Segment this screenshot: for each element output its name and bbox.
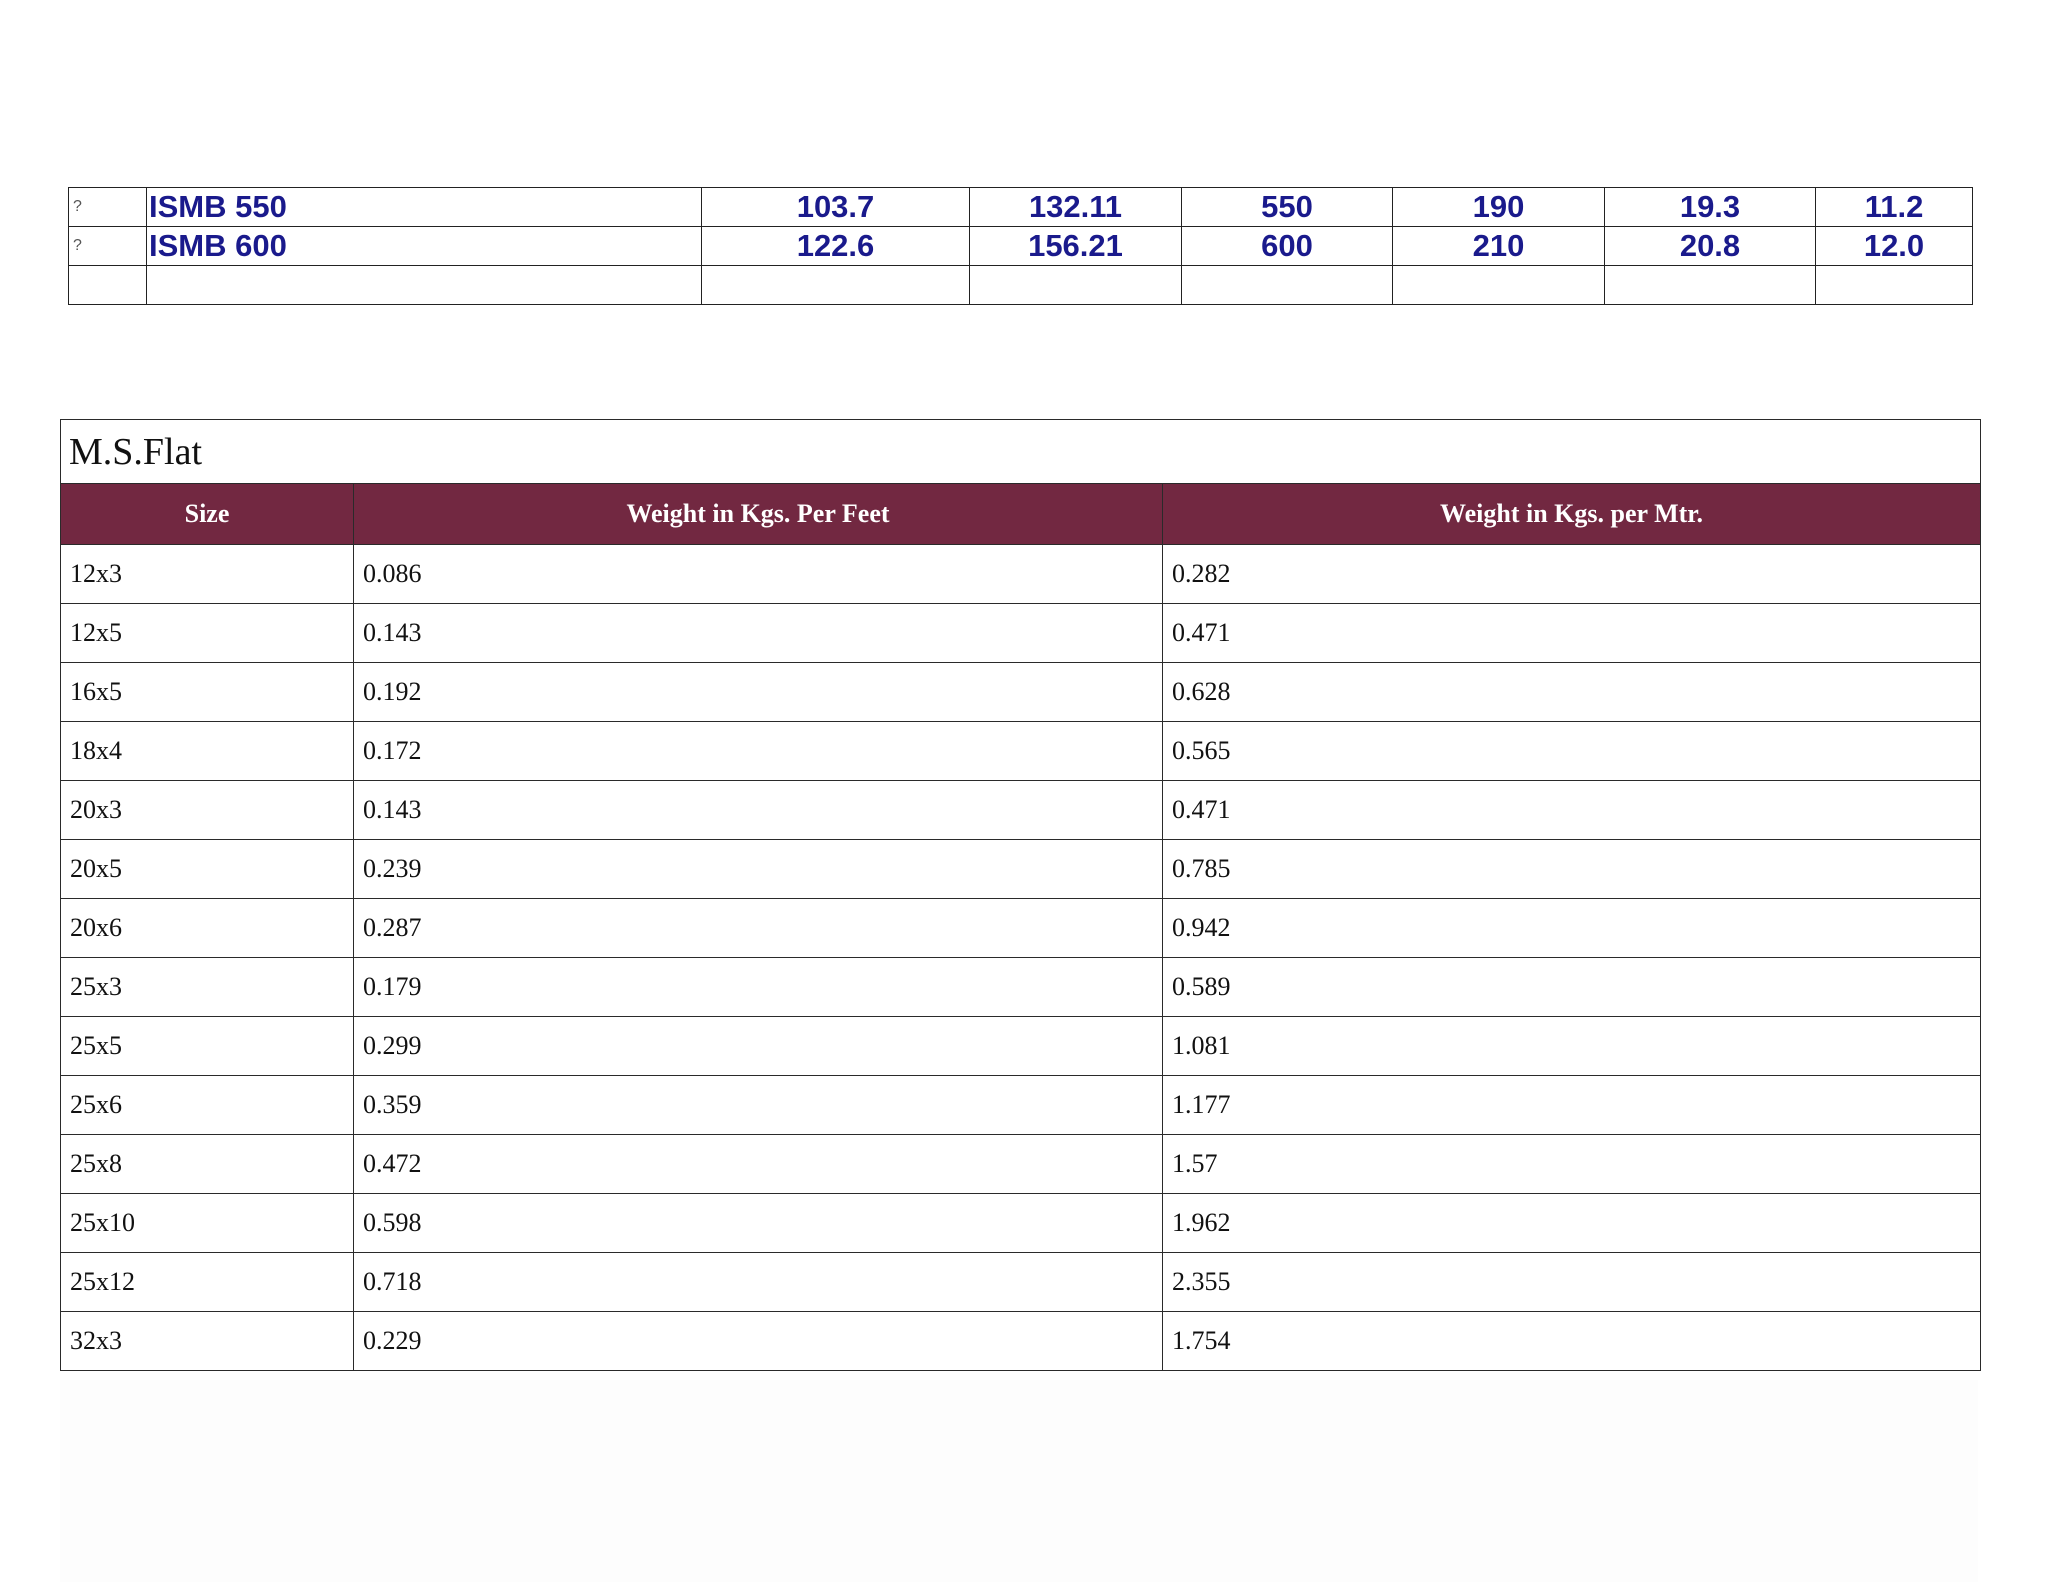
value-cell: 190 <box>1393 188 1605 227</box>
weight-per-feet-cell: 0.287 <box>354 899 1163 958</box>
size-cell: 16x5 <box>61 663 354 722</box>
weight-per-mtr-cell: 0.282 <box>1163 545 1981 604</box>
weight-per-feet-cell: 0.598 <box>354 1194 1163 1253</box>
value-cell: 550 <box>1182 188 1393 227</box>
weight-per-feet-cell: 0.172 <box>354 722 1163 781</box>
weight-per-feet-cell: 0.143 <box>354 604 1163 663</box>
weight-per-feet-cell: 0.229 <box>354 1312 1163 1371</box>
empty-cell <box>970 266 1182 305</box>
weight-per-feet-cell: 0.359 <box>354 1076 1163 1135</box>
weight-per-mtr-cell: 2.355 <box>1163 1253 1981 1312</box>
weight-per-feet-cell: 0.718 <box>354 1253 1163 1312</box>
table-body <box>61 545 1981 1371</box>
size-cell: 25x5 <box>61 1017 354 1076</box>
column-header-size: Size <box>61 484 354 545</box>
table-row <box>61 663 1981 722</box>
table-row <box>61 1253 1981 1312</box>
table-row-empty <box>69 266 1973 305</box>
size-cell: 32x3 <box>61 1312 354 1371</box>
row-marker: ? <box>69 227 147 266</box>
size-cell: 25x8 <box>61 1135 354 1194</box>
value-cell: 132.11 <box>970 188 1182 227</box>
weight-per-mtr-cell: 1.081 <box>1163 1017 1981 1076</box>
page-shade <box>60 1380 1978 1582</box>
table-row <box>61 958 1981 1017</box>
table-row <box>69 227 1973 266</box>
table-row <box>61 781 1981 840</box>
size-cell: 18x4 <box>61 722 354 781</box>
value-cell: 103.7 <box>702 188 970 227</box>
size-cell: 25x3 <box>61 958 354 1017</box>
value-cell: 19.3 <box>1605 188 1816 227</box>
size-cell: 25x12 <box>61 1253 354 1312</box>
ismb-table <box>68 187 1973 305</box>
weight-per-mtr-cell: 1.57 <box>1163 1135 1981 1194</box>
value-cell: 20.8 <box>1605 227 1816 266</box>
value-cell: 156.21 <box>970 227 1182 266</box>
empty-cell <box>1605 266 1816 305</box>
title-row <box>61 420 1981 484</box>
section-name: ISMB 600 <box>147 227 702 266</box>
column-header-weight-per-feet: Weight in Kgs. Per Feet <box>354 484 1163 545</box>
weight-per-mtr-cell: 1.962 <box>1163 1194 1981 1253</box>
size-cell: 20x6 <box>61 899 354 958</box>
weight-per-feet-cell: 0.179 <box>354 958 1163 1017</box>
table-row <box>61 1017 1981 1076</box>
empty-cell <box>702 266 970 305</box>
weight-per-feet-cell: 0.192 <box>354 663 1163 722</box>
weight-per-feet-cell: 0.299 <box>354 1017 1163 1076</box>
ms-flat-table <box>60 419 1981 1371</box>
weight-per-feet-cell: 0.472 <box>354 1135 1163 1194</box>
empty-cell <box>147 266 702 305</box>
weight-per-mtr-cell: 0.785 <box>1163 840 1981 899</box>
table-row <box>61 722 1981 781</box>
table-row <box>61 840 1981 899</box>
weight-per-mtr-cell: 0.628 <box>1163 663 1981 722</box>
empty-cell <box>1182 266 1393 305</box>
weight-per-mtr-cell: 0.589 <box>1163 958 1981 1017</box>
table-row <box>61 1135 1981 1194</box>
table-row <box>61 604 1981 663</box>
weight-per-mtr-cell: 0.942 <box>1163 899 1981 958</box>
table-row <box>61 1194 1981 1253</box>
weight-per-feet-cell: 0.086 <box>354 545 1163 604</box>
weight-per-mtr-cell: 0.471 <box>1163 781 1981 840</box>
empty-cell <box>1816 266 1973 305</box>
row-marker: ? <box>69 188 147 227</box>
table-row <box>61 1076 1981 1135</box>
size-cell: 20x5 <box>61 840 354 899</box>
weight-per-feet-cell: 0.143 <box>354 781 1163 840</box>
value-cell: 210 <box>1393 227 1605 266</box>
table-title: M.S.Flat <box>61 420 1981 484</box>
table-row <box>69 188 1973 227</box>
size-cell: 12x3 <box>61 545 354 604</box>
value-cell: 11.2 <box>1816 188 1973 227</box>
weight-per-mtr-cell: 0.565 <box>1163 722 1981 781</box>
table-row <box>61 1312 1981 1371</box>
weight-per-mtr-cell: 1.177 <box>1163 1076 1981 1135</box>
section-name: ISMB 550 <box>147 188 702 227</box>
size-cell: 12x5 <box>61 604 354 663</box>
empty-cell <box>69 266 147 305</box>
value-cell: 600 <box>1182 227 1393 266</box>
value-cell: 122.6 <box>702 227 970 266</box>
table-row <box>61 899 1981 958</box>
weight-per-mtr-cell: 1.754 <box>1163 1312 1981 1371</box>
weight-per-mtr-cell: 0.471 <box>1163 604 1981 663</box>
header-row <box>61 484 1981 545</box>
weight-per-feet-cell: 0.239 <box>354 840 1163 899</box>
value-cell: 12.0 <box>1816 227 1973 266</box>
table-row <box>61 545 1981 604</box>
column-header-weight-per-mtr: Weight in Kgs. per Mtr. <box>1163 484 1981 545</box>
size-cell: 25x10 <box>61 1194 354 1253</box>
size-cell: 25x6 <box>61 1076 354 1135</box>
empty-cell <box>1393 266 1605 305</box>
size-cell: 20x3 <box>61 781 354 840</box>
